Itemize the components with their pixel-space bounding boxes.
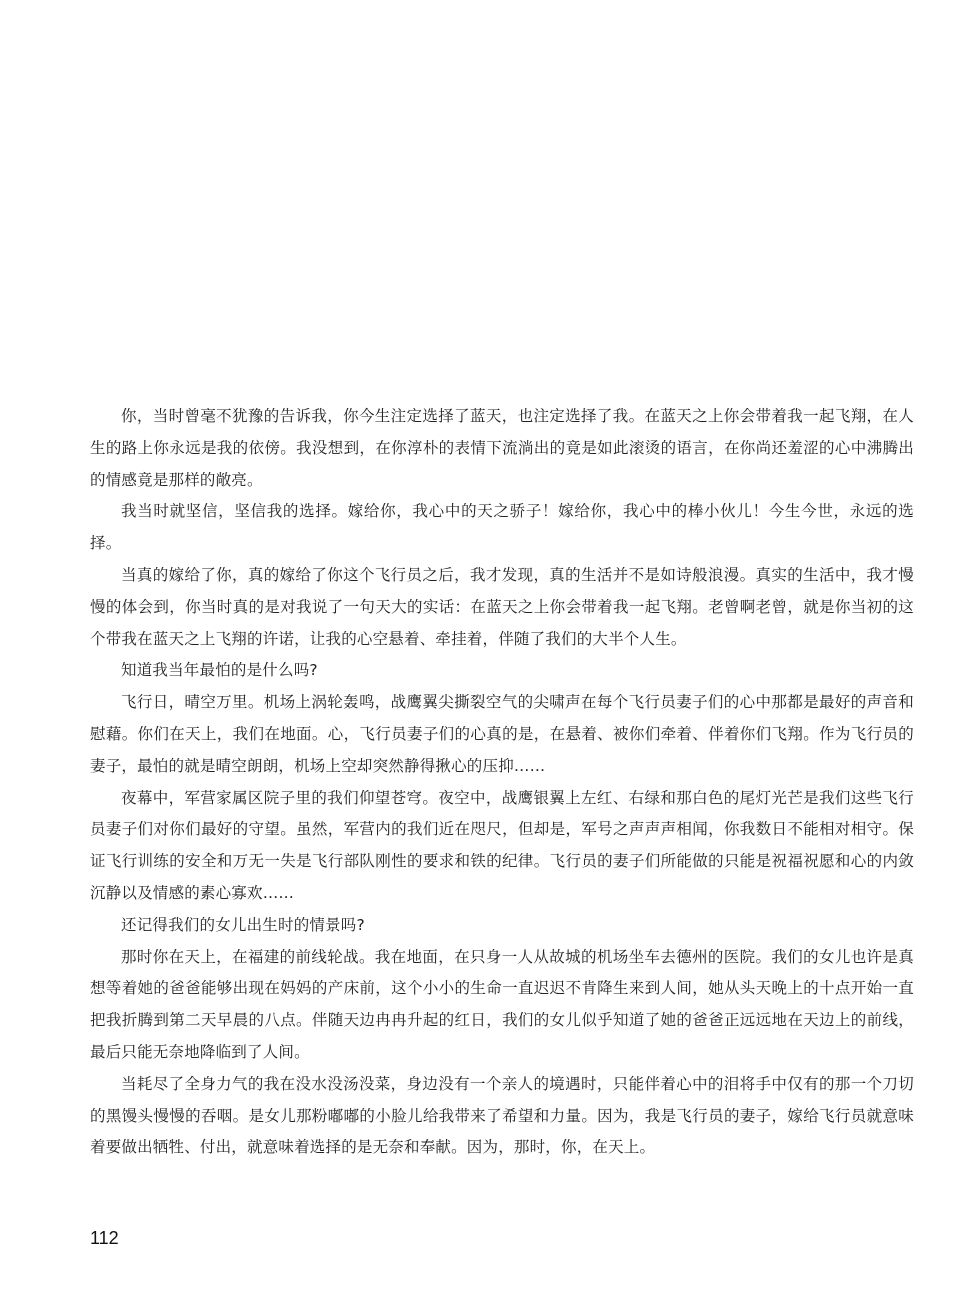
paragraph: 当真的嫁给了你，真的嫁给了你这个飞行员之后，我才发现，真的生活并不是如诗般浪漫。真实的生活中，我才慢慢的体会到，你当时真的是对我说了一句天大的实话：在蓝天之上你会带着我一起飞翔。老曾啊老曾，就是你当初的这个带我在蓝天之上飞翔的许诺，让我的心空悬着、牵挂着，伴随了我们的大半个人生。 bbox=[90, 565, 914, 648]
paragraph: 夜幕中，军营家属区院子里的我们仰望苍穹。夜空中，战鹰银翼上左红、右绿和那白色的尾灯光芒是我们这些飞行员妻子们对你们最好的守望。虽然，军营内的我们近在咫尺，但却是，军号之声声声相闻，你我数日不能相对相守。保证飞行训练的安全和万无一失是飞行部队刚性的要求和铁的纪律。飞行员的妻子们所能做的只能是祝福祝愿和心的内敛沉静以及情感的素心寡欢…… bbox=[90, 788, 914, 902]
paragraph: 那时你在天上，在福建的前线轮战。我在地面，在只身一人从故城的机场坐车去德州的医院。我们的女儿也许是真想等着她的爸爸能够出现在妈妈的产床前，这个小小的生命一直迟迟不肯降生来到人间，她从头天晚上的十点开始一直把我折腾到第二天早晨的八点。伴随天边冉冉升起的红日，我们的女儿似乎知道了她的爸爸正远远地在天边上的前线，最后只能无奈地降临到了人间。 bbox=[90, 947, 914, 1061]
paragraph: 我当时就坚信，坚信我的选择。嫁给你，我心中的天之骄子！嫁给你，我心中的棒小伙儿！今生今世，永远的选择。 bbox=[90, 502, 914, 553]
paragraph: 知道我当年最怕的是什么吗? bbox=[121, 661, 318, 680]
page-number: 112 bbox=[90, 1228, 119, 1248]
paragraph: 当耗尽了全身力气的我在没水没汤没菜，身边没有一个亲人的境遇时，只能伴着心中的泪将手中仅有的那一个刀切的黑馒头慢慢的吞咽。是女儿那粉嘟嘟的小脸儿给我带来了希望和力量。因为，我是飞行员的妻子，嫁给飞行员就意味着要做出牺牲、付出，就意味着选择的是无奈和奉献。因为，那时，你，在天上。 bbox=[90, 1074, 914, 1157]
paragraph: 飞行日，晴空万里。机场上涡轮轰鸣，战鹰翼尖撕裂空气的尖啸声在每个飞行员妻子们的心中那都是最好的声音和慰藉。你们在天上，我们在地面。心，飞行员妻子们的心真的是，在悬着、被你们牵着、伴着你们飞翔。作为飞行员的妻子，最怕的就是晴空朗朗，机场上空却突然静得揪心的压抑…… bbox=[90, 693, 914, 775]
article-body bbox=[90, 401, 914, 1164]
paragraph: 还记得我们的女儿出生时的情景吗? bbox=[121, 915, 365, 934]
paragraph: 你，当时曾毫不犹豫的告诉我，你今生注定选择了蓝天，也注定选择了我。在蓝天之上你会带着我一起飞翔，在人生的路上你永远是我的依傍。我没想到，在你淳朴的表情下流淌出的竟是如此滚烫的语言，在你尚还羞涩的心中沸腾出的情感竟是那样的敞亮。 bbox=[90, 407, 914, 489]
